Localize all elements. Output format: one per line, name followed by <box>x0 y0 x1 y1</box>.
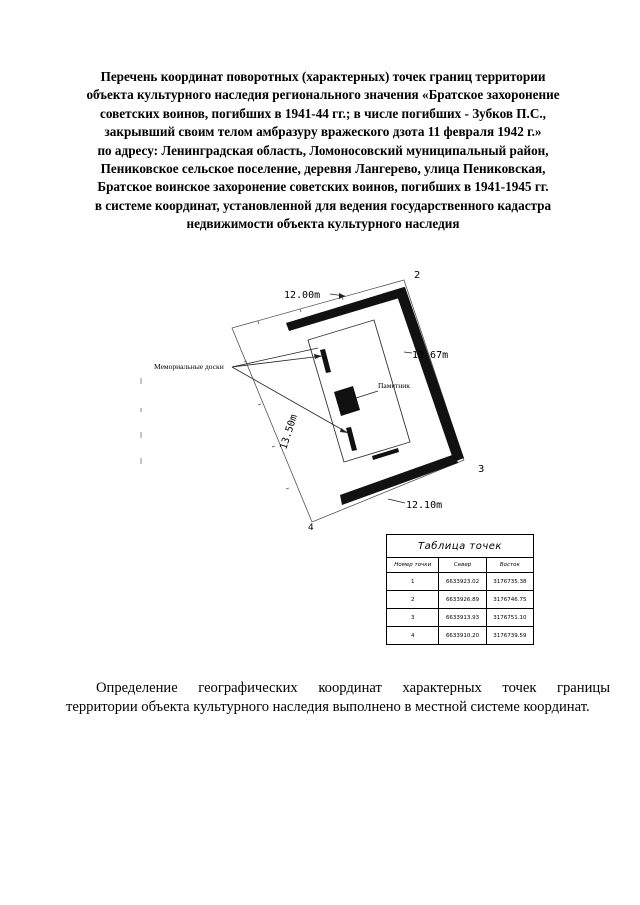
table-row <box>387 573 534 591</box>
title-line: недвижимости объекта культурного наследия <box>186 216 460 232</box>
body-paragraph <box>66 679 610 717</box>
point-label-2: 2 <box>414 270 421 281</box>
cell-north: 6633910.20 <box>439 627 486 645</box>
document-title <box>40 68 606 234</box>
cell-point: 3 <box>387 609 439 627</box>
dimension-top: 12.00m <box>284 290 321 301</box>
cell-point: 4 <box>387 627 439 645</box>
header-point-number: Номер точки <box>387 558 439 573</box>
cell-east: 3176751.10 <box>486 609 533 627</box>
label-monument: Памятник <box>378 381 410 390</box>
monument <box>334 386 360 416</box>
cell-point: 1 <box>387 573 439 591</box>
table-row <box>387 627 534 645</box>
wall-bottom <box>340 454 458 505</box>
dimension-right: 13.67m <box>412 350 449 361</box>
memorial-plaque <box>320 349 331 373</box>
header-north: Север <box>439 558 486 573</box>
points-table <box>386 534 534 645</box>
title-line: по адресу: Ленинградская область, Ломоносовский муниципальный район, <box>97 142 549 158</box>
leader-lines <box>232 294 412 503</box>
header-east: Восток <box>486 558 533 573</box>
title-line: Перечень координат поворотных (характерных) точек границ территории <box>100 69 546 84</box>
title-line: Пениковское сельское поселение, деревня Лангерево, улица Пениковская, <box>100 161 546 177</box>
title-line: закрывший своим телом амбразуру вражеского дзота 11 февраля 1942 г.» <box>104 124 542 140</box>
cell-point: 2 <box>387 591 439 609</box>
paragraph-line-1: Определение географических координат характерных точек границы <box>96 680 610 696</box>
dimension-left: 13.50m <box>278 413 301 451</box>
cell-east: 3176735.38 <box>486 573 533 591</box>
title-line: Братское воинское захоронение советских воинов, погибших в 1941-1945 гг. <box>97 179 549 195</box>
table-caption: Таблица точек <box>387 535 534 558</box>
label-memorial-boards: Мемориальные доски <box>154 362 224 371</box>
title-line: советских воинов, погибших в 1941-44 гг.; в числе погибших - Зубков П.С., <box>100 105 546 121</box>
cell-north: 6633926.89 <box>439 591 486 609</box>
cell-east: 3176746.75 <box>486 591 533 609</box>
cell-north: 6633923.02 <box>439 573 486 591</box>
cell-north: 6633913.93 <box>439 609 486 627</box>
inner-platform <box>308 320 410 462</box>
title-line: в системе координат, установленной для ведения государственного кадастра <box>94 197 552 213</box>
cell-east: 3176739.59 <box>486 627 533 645</box>
memorial-plaque <box>346 427 357 451</box>
wall-right <box>395 287 464 462</box>
site-plan-drawing <box>0 250 640 540</box>
paragraph-line-2: территории объекта культурного наследия выполнено в местной системе координат. <box>66 699 590 715</box>
point-label-4: 4 <box>308 523 314 533</box>
title-line: объекта культурного наследия регионального значения «Братское захоронение <box>86 87 560 103</box>
point-label-3: 3 <box>478 464 485 475</box>
table-row <box>387 591 534 609</box>
dimension-bottom: 12.10m <box>406 500 443 511</box>
table-row <box>387 609 534 627</box>
